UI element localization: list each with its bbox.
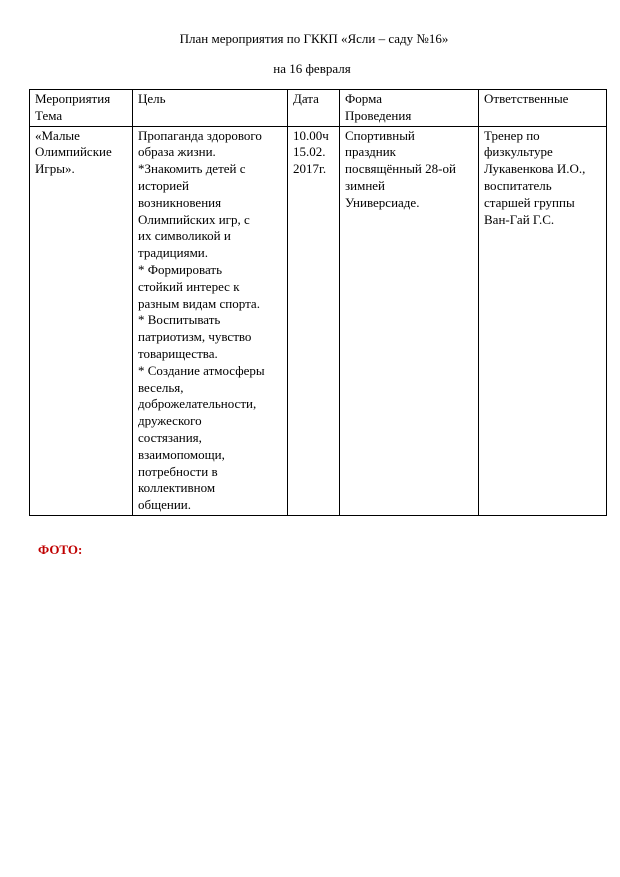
cell-line: 10.00ч bbox=[293, 127, 329, 143]
cell-line: взаимопомощи, bbox=[138, 446, 225, 462]
table-row bbox=[30, 126, 607, 515]
cell-line: физкультуре bbox=[484, 144, 553, 160]
header-responsible bbox=[479, 90, 607, 127]
cell-line: воспитатель bbox=[484, 177, 552, 193]
cell-line: «Малые bbox=[35, 127, 80, 143]
cell-line: общении. bbox=[138, 497, 192, 513]
cell-line: Дата bbox=[293, 91, 319, 106]
header-date bbox=[288, 90, 340, 127]
document-title: План мероприятия по ГККП «Ясли – саду №16» bbox=[179, 31, 449, 46]
cell-line: дружеского bbox=[138, 413, 202, 429]
cell-line: Форма bbox=[345, 91, 382, 106]
cell-line: потребности в bbox=[138, 463, 218, 479]
cell-line: Проведения bbox=[345, 107, 412, 123]
document-subtitle-date: на 16 февраля bbox=[273, 61, 351, 76]
cell-goal bbox=[133, 126, 288, 515]
cell-line: патриотизм, чувство bbox=[138, 329, 252, 345]
cell-line: образа жизни. bbox=[138, 144, 216, 160]
cell-line: историей bbox=[138, 177, 189, 193]
cell-line: состязания, bbox=[138, 429, 202, 445]
cell-line: возникновения bbox=[138, 194, 222, 210]
cell-line: Олимпийские bbox=[35, 144, 112, 160]
cell-line: *Знакомить детей с bbox=[138, 161, 246, 177]
cell-line: доброжелательности, bbox=[138, 396, 257, 412]
cell-line: Мероприятия bbox=[35, 91, 111, 106]
cell-line: Ответственные bbox=[484, 91, 569, 106]
cell-line: * Создание атмосферы bbox=[138, 362, 265, 378]
cell-line: стойкий интерес к bbox=[138, 278, 240, 294]
header-form bbox=[340, 90, 479, 127]
cell-line: 15.02. bbox=[293, 144, 326, 160]
cell-line: 2017г. bbox=[293, 161, 327, 177]
cell-line: Олимпийских игр, с bbox=[138, 211, 250, 227]
cell-line: Тема bbox=[35, 107, 63, 123]
cell-line: Пропаганда здорового bbox=[138, 127, 262, 143]
table-header-row bbox=[30, 90, 607, 127]
cell-line: Спортивный bbox=[345, 127, 415, 143]
cell-line: Игры». bbox=[35, 161, 75, 177]
cell-line: Универсиаде. bbox=[345, 194, 420, 210]
cell-line: традициями. bbox=[138, 245, 209, 261]
cell-form bbox=[340, 126, 479, 515]
cell-line: * Воспитывать bbox=[138, 312, 221, 328]
event-plan-table bbox=[29, 89, 607, 516]
cell-line: * Формировать bbox=[138, 261, 223, 277]
cell-line: разным видам спорта. bbox=[138, 295, 260, 311]
cell-line: Ван-Гай Г.С. bbox=[484, 211, 555, 227]
cell-date bbox=[288, 126, 340, 515]
cell-event-topic bbox=[30, 126, 133, 515]
cell-line: Тренер по bbox=[484, 127, 540, 143]
cell-line: Цель bbox=[138, 91, 166, 106]
cell-line: их символикой и bbox=[138, 228, 231, 244]
cell-line: праздник bbox=[345, 144, 396, 160]
header-goal bbox=[133, 90, 288, 127]
photo-label: ФОТО: bbox=[38, 542, 83, 557]
cell-responsible bbox=[479, 126, 607, 515]
cell-line: зимней bbox=[345, 177, 386, 193]
cell-line: веселья, bbox=[138, 379, 184, 395]
cell-line: посвящённый 28-ой bbox=[345, 161, 456, 177]
cell-line: коллективном bbox=[138, 480, 216, 496]
header-event-topic bbox=[30, 90, 133, 127]
cell-line: Лукавенкова И.О., bbox=[484, 161, 586, 177]
cell-line: старшей группы bbox=[484, 194, 575, 210]
cell-line: товарищества. bbox=[138, 345, 218, 361]
